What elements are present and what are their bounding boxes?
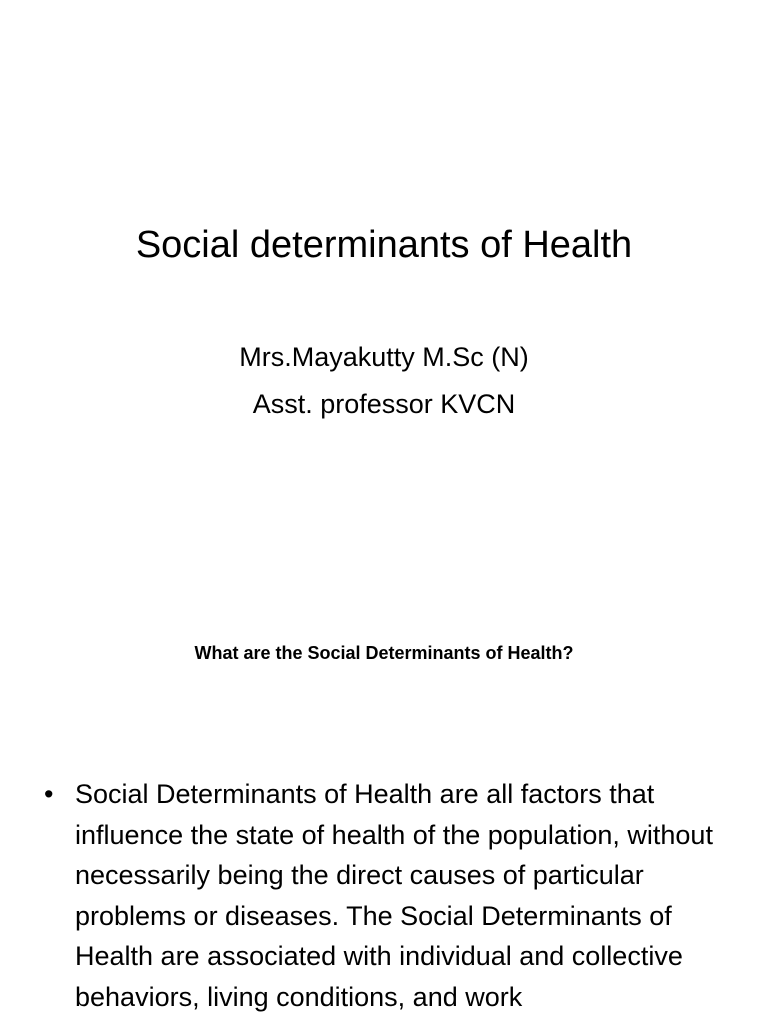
bullet-list <box>44 774 724 1017</box>
bullet-dot-icon: • <box>44 779 54 809</box>
bullet-text: Social Determinants of Health are all factors that influence the state of health of the population, without necessarily being the direct causes of particular problems or diseases. The Social Determinants of Health are associated with individual and collective behaviors, living conditions, and work <box>75 779 713 1012</box>
slide-subtitle <box>0 334 768 428</box>
content-slide <box>0 576 768 1024</box>
slide-heading: What are the Social Determinants of Health? <box>194 643 574 663</box>
bullet-item <box>44 774 724 1017</box>
slide-title: Social determinants of Health <box>135 224 633 266</box>
author-name: Mrs.Mayakutty M.Sc (N) <box>239 342 529 372</box>
author-position: Asst. professor KVCN <box>252 389 516 419</box>
